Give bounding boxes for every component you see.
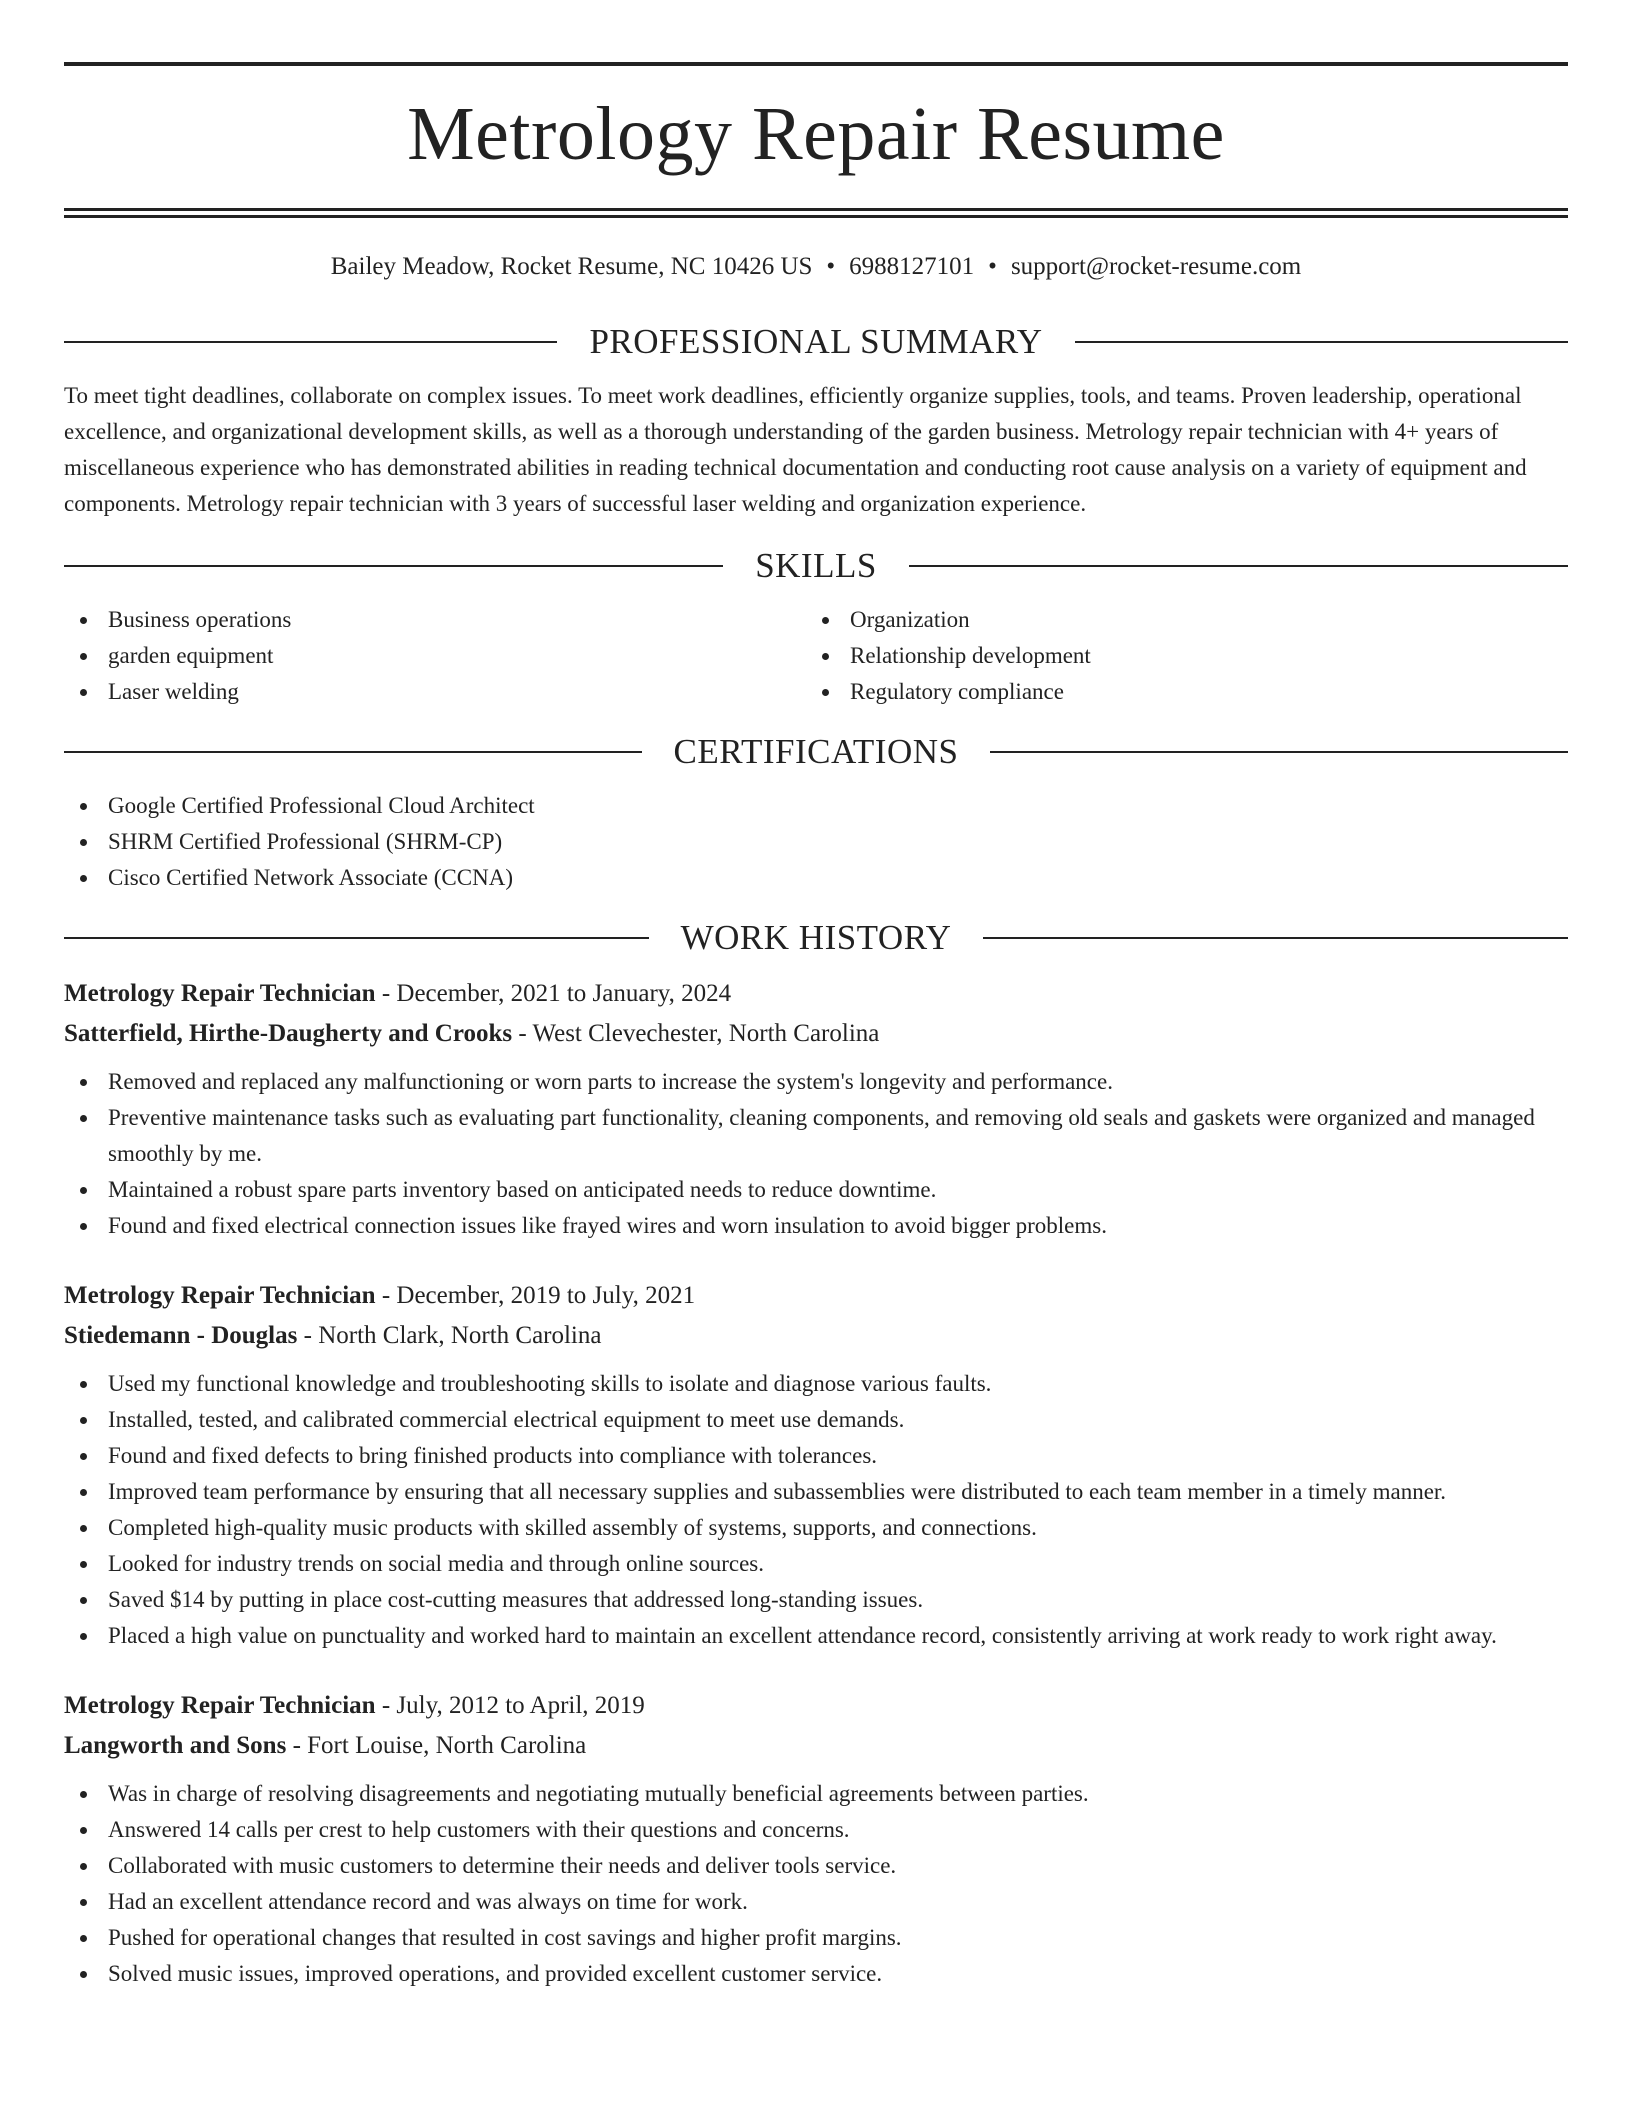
job-entry — [64, 974, 1568, 1244]
contact-separator: • — [988, 253, 997, 280]
job-bullet: Found and fixed defects to bring finished products into compliance with tolerances. — [64, 1438, 1568, 1474]
skills-column-left — [64, 602, 806, 710]
job-title: Metrology Repair Technician — [64, 980, 376, 1007]
skill-item: Relationship development — [806, 638, 1548, 674]
skill-item: Business operations — [64, 602, 806, 638]
job-location: - Fort Louise, North Carolina — [286, 1732, 587, 1759]
contact-line — [64, 252, 1568, 282]
job-dates: - July, 2012 to April, 2019 — [375, 1692, 645, 1719]
certification-item: Google Certified Professional Cloud Architect — [64, 788, 1568, 824]
skill-item: Laser welding — [64, 674, 806, 710]
job-bullets — [64, 1366, 1568, 1654]
job-company: Langworth and Sons — [64, 1732, 287, 1759]
skills-column-right — [806, 602, 1548, 710]
job-company-line — [64, 1316, 1568, 1356]
skills-section-heading — [64, 544, 1568, 588]
job-bullet: Improved team performance by ensuring that all necessary supplies and subassemblies were distributed to each team member in a timely manner. — [64, 1474, 1568, 1510]
heading-rule — [1075, 341, 1568, 343]
heading-rule — [983, 937, 1568, 939]
job-entry — [64, 1276, 1568, 1654]
job-company: Stiedemann - Douglas — [64, 1322, 298, 1349]
job-bullet: Completed high-quality music products with skilled assembly of systems, supports, and connections. — [64, 1510, 1568, 1546]
title-double-rule — [64, 208, 1568, 218]
job-bullet: Preventive maintenance tasks such as evaluating part functionality, cleaning components, and removing old seals and gaskets were organized and managed smoothly by me. — [64, 1100, 1568, 1172]
heading-rule — [64, 937, 649, 939]
skill-item: Regulatory compliance — [806, 674, 1548, 710]
job-bullet: Had an excellent attendance record and was always on time for work. — [64, 1884, 1568, 1920]
heading-rule — [64, 341, 557, 343]
certifications-list — [64, 788, 1568, 896]
job-bullets — [64, 1776, 1568, 1992]
skill-item: garden equipment — [64, 638, 806, 674]
certifications-heading: CERTIFICATIONS — [673, 732, 959, 771]
job-location: - North Clark, North Carolina — [297, 1322, 602, 1349]
job-title: Metrology Repair Technician — [64, 1692, 376, 1719]
job-company-line — [64, 1014, 1568, 1054]
job-dates: - December, 2021 to January, 2024 — [375, 980, 732, 1007]
heading-rule — [64, 565, 723, 567]
job-title-line — [64, 1276, 1568, 1316]
job-bullet: Removed and replaced any malfunctioning or worn parts to increase the system's longevity and performance. — [64, 1064, 1568, 1100]
job-bullet: Maintained a robust spare parts inventory based on anticipated needs to reduce downtime. — [64, 1172, 1568, 1208]
job-dates: - December, 2019 to July, 2021 — [375, 1282, 696, 1309]
job-location: - West Clevechester, North Carolina — [512, 1020, 880, 1047]
certification-item: Cisco Certified Network Associate (CCNA) — [64, 860, 1568, 896]
summary-heading: PROFESSIONAL SUMMARY — [589, 322, 1043, 361]
job-bullet: Was in charge of resolving disagreements and negotiating mutually beneficial agreements between parties. — [64, 1776, 1568, 1812]
contact-phone: 6988127101 — [849, 253, 975, 280]
certification-item: SHRM Certified Professional (SHRM-CP) — [64, 824, 1568, 860]
contact-email: support@rocket-resume.com — [1010, 253, 1302, 280]
job-bullet: Answered 14 calls per crest to help customers with their questions and concerns. — [64, 1812, 1568, 1848]
certifications-section-heading — [64, 730, 1568, 774]
summary-text: To meet tight deadlines, collaborate on complex issues. To meet work deadlines, efficiently organize supplies, tools, and teams. Proven leadership, operational excellence, and organizational development skills, as well as a thorough understanding of the garden business. Metrology repair technician with 4+ years of miscellaneous experience who has demonstrated abilities in reading technical documentation and conducting root cause analysis on a variety of equipment and components. Metrology repair technician with 3 years of successful laser welding and organization experience. — [64, 383, 1527, 516]
page-title: Metrology Repair Resume — [407, 92, 1225, 176]
skill-item: Organization — [806, 602, 1548, 638]
job-bullet: Solved music issues, improved operations, and provided excellent customer service. — [64, 1956, 1568, 1992]
work-heading: WORK HISTORY — [680, 918, 952, 957]
top-rule — [64, 62, 1568, 66]
job-bullet: Found and fixed electrical connection issues like frayed wires and worn insulation to avoid bigger problems. — [64, 1208, 1568, 1244]
job-title-line — [64, 974, 1568, 1014]
job-entry — [64, 1686, 1568, 1992]
contact-separator: • — [826, 253, 836, 280]
skills-heading: SKILLS — [755, 546, 877, 585]
summary-section-heading — [64, 320, 1568, 364]
job-bullet: Looked for industry trends on social media and through online sources. — [64, 1546, 1568, 1582]
job-company: Satterfield, Hirthe-Daugherty and Crooks — [64, 1020, 513, 1047]
heading-rule — [64, 751, 642, 753]
job-bullet: Used my functional knowledge and troubleshooting skills to isolate and diagnose various faults. — [64, 1366, 1568, 1402]
contact-address: Bailey Meadow, Rocket Resume, NC 10426 US — [330, 253, 813, 280]
job-bullets — [64, 1064, 1568, 1244]
job-bullet: Installed, tested, and calibrated commercial electrical equipment to meet use demands. — [64, 1402, 1568, 1438]
job-bullet: Collaborated with music customers to determine their needs and deliver tools service. — [64, 1848, 1568, 1884]
job-bullet: Pushed for operational changes that resulted in cost savings and higher profit margins. — [64, 1920, 1568, 1956]
job-title: Metrology Repair Technician — [64, 1282, 376, 1309]
heading-rule — [909, 565, 1568, 567]
job-company-line — [64, 1726, 1568, 1766]
skills-list — [64, 602, 1568, 710]
heading-rule — [990, 751, 1568, 753]
job-bullet: Placed a high value on punctuality and worked hard to maintain an excellent attendance record, consistently arriving at work ready to work right away. — [64, 1618, 1568, 1654]
work-section-heading — [64, 916, 1568, 960]
job-title-line — [64, 1686, 1568, 1726]
job-bullet: Saved $14 by putting in place cost-cutting measures that addressed long-standing issues. — [64, 1582, 1568, 1618]
